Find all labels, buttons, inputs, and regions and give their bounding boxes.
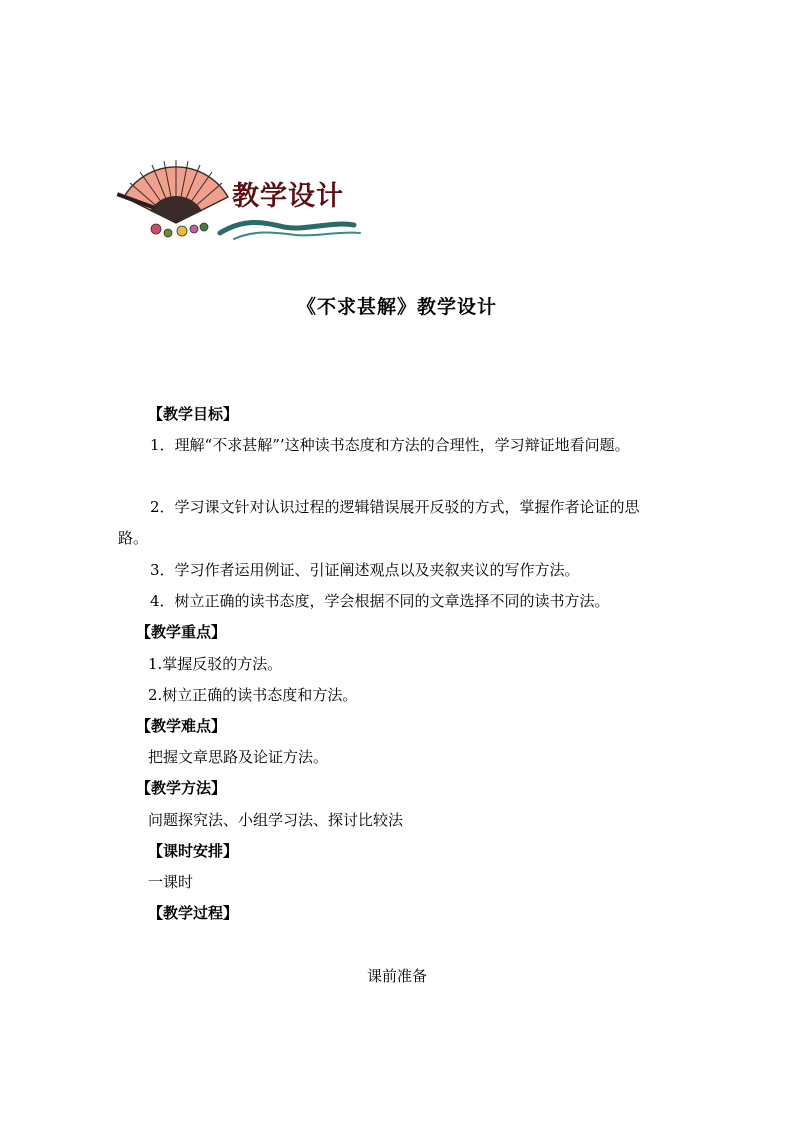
process-heading: 【教学过程】 (148, 904, 239, 922)
key-points-heading: 【教学重点】 (136, 623, 227, 641)
objective-item: 1．理解“不求甚解”’这种读书态度和方法的合理性，学习辩证地看问题。 (150, 436, 630, 454)
objective-item: 2．学习课文针对认识过程的逻辑错误展开反驳的方式，掌握作者论证的思 (150, 498, 640, 516)
objectives-heading: 【教学目标】 (148, 405, 239, 423)
process-step-title: 课前准备 (366, 967, 427, 985)
methods-text: 问题探究法、小组学习法、探讨比较法 (148, 811, 404, 829)
methods-heading: 【教学方法】 (136, 779, 227, 797)
objective-item-continuation: 路。 (118, 529, 149, 547)
difficulties-heading: 【教学难点】 (136, 717, 227, 735)
objective-item: 3．学习作者运用例证、引证阐述观点以及夹叙夹议的写作方法。 (150, 561, 580, 579)
key-point-item: 1.掌握反驳的方法。 (148, 655, 283, 673)
difficulties-text: 把握文章思路及论证方法。 (148, 748, 329, 766)
page-title: 《不求甚解》教学设计 (296, 296, 497, 318)
objective-item: 4．树立正确的读书态度，学会根据不同的文章选择不同的读书方法。 (150, 592, 610, 610)
schedule-heading: 【课时安排】 (148, 842, 239, 860)
banner-title: 教学设计 (232, 181, 344, 212)
key-point-item: 2.树立正确的读书态度和方法。 (148, 686, 358, 704)
schedule-text: 一课时 (148, 873, 194, 891)
banner (116, 155, 366, 245)
